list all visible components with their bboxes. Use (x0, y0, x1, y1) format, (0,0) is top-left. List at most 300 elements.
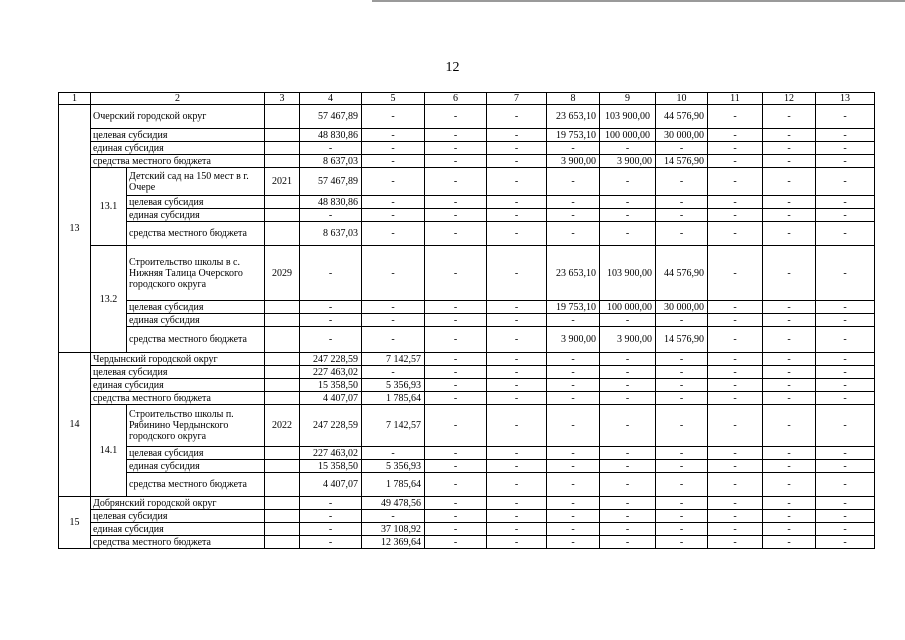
cell-c8: - (547, 536, 600, 549)
cell-c12: - (763, 105, 816, 129)
cell-c10: - (656, 196, 708, 209)
cell-year: 2022 (265, 405, 300, 447)
cell-c8: 19 753,10 (547, 129, 600, 142)
cell-c12: - (763, 209, 816, 222)
cell-c9: - (600, 314, 656, 327)
cell-c11: - (708, 327, 763, 353)
cell-c4: - (300, 327, 362, 353)
cell-c12: - (763, 379, 816, 392)
cell-c13: - (816, 379, 875, 392)
cell-c8: 23 653,10 (547, 105, 600, 129)
cell-c11: - (708, 460, 763, 473)
header-cell-5: 5 (362, 93, 425, 105)
table-row (59, 327, 875, 353)
cell-c12: - (763, 497, 816, 510)
cell-c12: - (763, 447, 816, 460)
cell-c6: - (425, 209, 487, 222)
cell-c8: - (547, 168, 600, 196)
cell-c10: - (656, 392, 708, 405)
cell-c11: - (708, 510, 763, 523)
cell-c13: - (816, 196, 875, 209)
cell-c7: - (487, 353, 547, 366)
cell-c7: - (487, 301, 547, 314)
row-name: целевая субсидия (91, 366, 265, 379)
cell-c11: - (708, 168, 763, 196)
table-body (59, 93, 875, 549)
cell-c10: - (656, 497, 708, 510)
cell-c12: - (763, 327, 816, 353)
cell-c7: - (487, 497, 547, 510)
cell-c13: - (816, 392, 875, 405)
cell-year (265, 366, 300, 379)
table-row (59, 142, 875, 155)
cell-c9: - (600, 196, 656, 209)
cell-c6: - (425, 473, 487, 497)
cell-c4: - (300, 209, 362, 222)
cell-c7: - (487, 379, 547, 392)
cell-c11: - (708, 536, 763, 549)
cell-c5: - (362, 222, 425, 246)
row-name: средства местного бюджета (91, 392, 265, 405)
cell-c9: 103 900,00 (600, 246, 656, 301)
cell-c5: - (362, 246, 425, 301)
cell-c7: - (487, 366, 547, 379)
cell-c6: - (425, 392, 487, 405)
cell-c5: - (362, 301, 425, 314)
cell-c13: - (816, 105, 875, 129)
cell-c5: 5 356,93 (362, 379, 425, 392)
cell-c9: - (600, 142, 656, 155)
cell-c4: - (300, 301, 362, 314)
cell-c8: - (547, 353, 600, 366)
cell-c7: - (487, 155, 547, 168)
subrow-number: 14.1 (91, 405, 127, 497)
cell-c5: 12 369,64 (362, 536, 425, 549)
header-cell-11: 11 (708, 93, 763, 105)
cell-c5: - (362, 447, 425, 460)
cell-c5: - (362, 105, 425, 129)
cell-c4: 227 463,02 (300, 447, 362, 460)
cell-year (265, 327, 300, 353)
cell-c10: - (656, 314, 708, 327)
cell-c11: - (708, 196, 763, 209)
cell-c4: 48 830,86 (300, 129, 362, 142)
cell-c6: - (425, 353, 487, 366)
cell-c11: - (708, 209, 763, 222)
cell-c9: 100 000,00 (600, 301, 656, 314)
cell-c9: - (600, 209, 656, 222)
cell-c13: - (816, 523, 875, 536)
cell-c7: - (487, 246, 547, 301)
cell-c8: 3 900,00 (547, 155, 600, 168)
cell-c4: 247 228,59 (300, 405, 362, 447)
cell-c10: - (656, 353, 708, 366)
cell-c6: - (425, 497, 487, 510)
cell-c10: - (656, 366, 708, 379)
cell-c9: 3 900,00 (600, 327, 656, 353)
cell-c11: - (708, 246, 763, 301)
cell-c8: - (547, 473, 600, 497)
row-name: средства местного бюджета (127, 473, 265, 497)
row-name: единая субсидия (127, 460, 265, 473)
table-row (59, 209, 875, 222)
cell-c13: - (816, 155, 875, 168)
cell-c12: - (763, 155, 816, 168)
cell-c11: - (708, 314, 763, 327)
cell-c11: - (708, 405, 763, 447)
cell-c11: - (708, 473, 763, 497)
cell-year (265, 379, 300, 392)
cell-c5: 49 478,56 (362, 497, 425, 510)
cell-c6: - (425, 510, 487, 523)
cell-year (265, 460, 300, 473)
cell-c13: - (816, 353, 875, 366)
cell-c10: 30 000,00 (656, 129, 708, 142)
cell-c7: - (487, 196, 547, 209)
cell-c12: - (763, 168, 816, 196)
cell-c6: - (425, 129, 487, 142)
cell-c10: 14 576,90 (656, 155, 708, 168)
table-row (59, 405, 875, 447)
cell-c10: - (656, 222, 708, 246)
cell-c8: - (547, 447, 600, 460)
cell-c13: - (816, 510, 875, 523)
cell-c4: 4 407,07 (300, 392, 362, 405)
row-name: целевая субсидия (127, 301, 265, 314)
table-row (59, 168, 875, 196)
cell-c10: - (656, 523, 708, 536)
subrow-number: 13.1 (91, 168, 127, 246)
cell-c7: - (487, 536, 547, 549)
row-name: Очерский городской округ (91, 105, 265, 129)
table-row (59, 129, 875, 142)
cell-c13: - (816, 246, 875, 301)
cell-c8: - (547, 209, 600, 222)
cell-c4: 48 830,86 (300, 196, 362, 209)
cell-c5: - (362, 510, 425, 523)
cell-c9: 103 900,00 (600, 105, 656, 129)
cell-year (265, 497, 300, 510)
cell-c13: - (816, 536, 875, 549)
cell-c6: - (425, 366, 487, 379)
cell-c5: - (362, 155, 425, 168)
table-row (59, 392, 875, 405)
row-name: целевая субсидия (127, 196, 265, 209)
cell-c8: - (547, 142, 600, 155)
cell-c10: 44 576,90 (656, 105, 708, 129)
cell-c11: - (708, 301, 763, 314)
cell-c12: - (763, 523, 816, 536)
cell-c10: - (656, 447, 708, 460)
header-cell-8: 8 (547, 93, 600, 105)
cell-c11: - (708, 447, 763, 460)
cell-c8: - (547, 510, 600, 523)
cell-c8: - (547, 196, 600, 209)
table-row (59, 497, 875, 510)
cell-c10: - (656, 536, 708, 549)
cell-c12: - (763, 301, 816, 314)
cell-c5: - (362, 196, 425, 209)
cell-c5: - (362, 129, 425, 142)
cell-c11: - (708, 353, 763, 366)
row-name: средства местного бюджета (127, 222, 265, 246)
header-cell-7: 7 (487, 93, 547, 105)
cell-c7: - (487, 327, 547, 353)
cell-c13: - (816, 209, 875, 222)
cell-year (265, 301, 300, 314)
cell-c7: - (487, 222, 547, 246)
row-name: единая субсидия (91, 379, 265, 392)
cell-c12: - (763, 353, 816, 366)
cell-c8: - (547, 379, 600, 392)
header-row (59, 93, 875, 105)
cell-c4: - (300, 523, 362, 536)
cell-c9: - (600, 392, 656, 405)
cell-c12: - (763, 222, 816, 246)
budget-table (58, 92, 875, 549)
cell-c5: 1 785,64 (362, 473, 425, 497)
cell-c13: - (816, 129, 875, 142)
cell-c8: 3 900,00 (547, 327, 600, 353)
header-cell-6: 6 (425, 93, 487, 105)
cell-c9: - (600, 353, 656, 366)
cell-c9: - (600, 460, 656, 473)
cell-c10: - (656, 460, 708, 473)
cell-year (265, 129, 300, 142)
cell-c8: - (547, 497, 600, 510)
table-row (59, 523, 875, 536)
row-name: единая субсидия (127, 209, 265, 222)
cell-c11: - (708, 379, 763, 392)
row-number: 15 (59, 497, 91, 549)
cell-c8: 23 653,10 (547, 246, 600, 301)
cell-year: 2029 (265, 246, 300, 301)
subrow-number: 13.2 (91, 246, 127, 353)
cell-c5: - (362, 366, 425, 379)
cell-c6: - (425, 523, 487, 536)
cell-c12: - (763, 473, 816, 497)
cell-c9: - (600, 536, 656, 549)
cell-c13: - (816, 497, 875, 510)
cell-c6: - (425, 301, 487, 314)
row-name: средства местного бюджета (127, 327, 265, 353)
cell-c11: - (708, 523, 763, 536)
cell-c4: 15 358,50 (300, 460, 362, 473)
cell-c13: - (816, 168, 875, 196)
cell-year (265, 392, 300, 405)
cell-c6: - (425, 327, 487, 353)
cell-c9: - (600, 473, 656, 497)
cell-c13: - (816, 447, 875, 460)
header-cell-9: 9 (600, 93, 656, 105)
cell-c4: - (300, 142, 362, 155)
cell-c10: - (656, 142, 708, 155)
cell-c5: - (362, 327, 425, 353)
cell-c8: - (547, 405, 600, 447)
page-number: 12 (445, 60, 460, 75)
cell-c12: - (763, 142, 816, 155)
cell-c10: - (656, 379, 708, 392)
cell-c12: - (763, 366, 816, 379)
cell-c12: - (763, 246, 816, 301)
table-row (59, 510, 875, 523)
cell-c13: - (816, 366, 875, 379)
cell-c9: - (600, 222, 656, 246)
cell-c4: - (300, 246, 362, 301)
cell-c12: - (763, 129, 816, 142)
top-rule (372, 0, 905, 2)
cell-c13: - (816, 301, 875, 314)
cell-c4: - (300, 314, 362, 327)
cell-c10: 44 576,90 (656, 246, 708, 301)
cell-c10: - (656, 510, 708, 523)
row-name: Строительство школы п. Рябинино Чердынского городского округа (127, 405, 265, 447)
cell-year (265, 523, 300, 536)
cell-c9: - (600, 447, 656, 460)
cell-c10: 14 576,90 (656, 327, 708, 353)
cell-c12: - (763, 536, 816, 549)
cell-c7: - (487, 405, 547, 447)
cell-c6: - (425, 222, 487, 246)
cell-year: 2021 (265, 168, 300, 196)
cell-c6: - (425, 246, 487, 301)
row-name: средства местного бюджета (91, 155, 265, 168)
cell-c7: - (487, 447, 547, 460)
cell-c4: - (300, 510, 362, 523)
row-name: Чердынский городской округ (91, 353, 265, 366)
cell-c12: - (763, 510, 816, 523)
cell-c8: - (547, 460, 600, 473)
cell-year (265, 510, 300, 523)
cell-c9: - (600, 168, 656, 196)
cell-c10: - (656, 168, 708, 196)
table-row (59, 447, 875, 460)
cell-c8: - (547, 366, 600, 379)
cell-c4: 15 358,50 (300, 379, 362, 392)
cell-c13: - (816, 473, 875, 497)
cell-c6: - (425, 460, 487, 473)
cell-c13: - (816, 222, 875, 246)
cell-c11: - (708, 366, 763, 379)
cell-c12: - (763, 392, 816, 405)
cell-c4: 8 637,03 (300, 155, 362, 168)
cell-c9: 100 000,00 (600, 129, 656, 142)
cell-c11: - (708, 142, 763, 155)
cell-c13: - (816, 460, 875, 473)
table-row (59, 105, 875, 129)
cell-c6: - (425, 536, 487, 549)
row-name: средства местного бюджета (91, 536, 265, 549)
table-row (59, 196, 875, 209)
row-number: 14 (59, 353, 91, 497)
cell-c4: - (300, 497, 362, 510)
cell-c13: - (816, 314, 875, 327)
table-row (59, 536, 875, 549)
table-row (59, 314, 875, 327)
cell-c12: - (763, 460, 816, 473)
cell-c4: 57 467,89 (300, 168, 362, 196)
row-name: целевая субсидия (127, 447, 265, 460)
table-row (59, 222, 875, 246)
cell-c12: - (763, 314, 816, 327)
cell-c12: - (763, 196, 816, 209)
cell-c9: - (600, 523, 656, 536)
row-name: единая субсидия (91, 142, 265, 155)
table-row (59, 460, 875, 473)
cell-c9: - (600, 366, 656, 379)
header-cell-4: 4 (300, 93, 362, 105)
cell-c5: - (362, 209, 425, 222)
cell-c7: - (487, 142, 547, 155)
cell-c5: 7 142,57 (362, 353, 425, 366)
cell-year (265, 536, 300, 549)
row-name: Добрянский городской округ (91, 497, 265, 510)
cell-c11: - (708, 392, 763, 405)
cell-year (265, 155, 300, 168)
cell-c7: - (487, 460, 547, 473)
cell-c10: - (656, 405, 708, 447)
row-name: целевая субсидия (91, 129, 265, 142)
cell-c11: - (708, 155, 763, 168)
cell-c11: - (708, 129, 763, 142)
row-name: Строительство школы в с. Нижняя Талица Очерского городского округа (127, 246, 265, 301)
cell-c10: - (656, 473, 708, 497)
cell-year (265, 196, 300, 209)
cell-year (265, 105, 300, 129)
cell-c12: - (763, 405, 816, 447)
cell-c9: - (600, 405, 656, 447)
cell-c4: 8 637,03 (300, 222, 362, 246)
header-cell-2: 2 (91, 93, 265, 105)
row-number: 13 (59, 105, 91, 353)
cell-year (265, 447, 300, 460)
cell-c7: - (487, 473, 547, 497)
table-row (59, 246, 875, 301)
cell-c5: 5 356,93 (362, 460, 425, 473)
cell-c7: - (487, 392, 547, 405)
cell-c6: - (425, 405, 487, 447)
cell-c7: - (487, 523, 547, 536)
cell-c7: - (487, 168, 547, 196)
cell-c4: 227 463,02 (300, 366, 362, 379)
table-row (59, 353, 875, 366)
cell-c8: - (547, 523, 600, 536)
cell-c4: 247 228,59 (300, 353, 362, 366)
table-row (59, 366, 875, 379)
table-row (59, 473, 875, 497)
cell-c13: - (816, 142, 875, 155)
cell-c6: - (425, 168, 487, 196)
cell-c5: 37 108,92 (362, 523, 425, 536)
cell-c11: - (708, 497, 763, 510)
header-cell-3: 3 (265, 93, 300, 105)
table-row (59, 379, 875, 392)
cell-c8: - (547, 314, 600, 327)
cell-year (265, 473, 300, 497)
cell-c9: - (600, 497, 656, 510)
cell-c6: - (425, 105, 487, 129)
cell-year (265, 353, 300, 366)
cell-c6: - (425, 314, 487, 327)
cell-c7: - (487, 314, 547, 327)
cell-c7: - (487, 129, 547, 142)
row-name: единая субсидия (91, 523, 265, 536)
cell-c6: - (425, 447, 487, 460)
cell-c4: 57 467,89 (300, 105, 362, 129)
cell-year (265, 142, 300, 155)
header-cell-10: 10 (656, 93, 708, 105)
cell-year (265, 209, 300, 222)
